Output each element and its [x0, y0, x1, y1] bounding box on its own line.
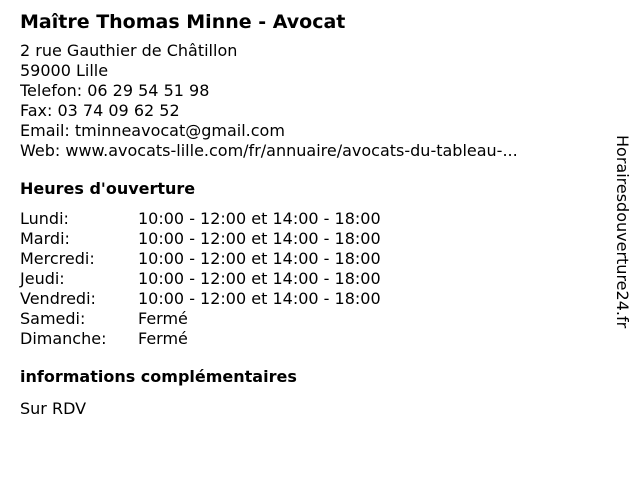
hours-value: 10:00 - 12:00 et 14:00 - 18:00	[138, 229, 381, 248]
hours-table	[20, 209, 595, 349]
street-address: 2 rue Gauthier de Châtillon	[20, 41, 238, 60]
info-heading: informations complémentaires	[20, 367, 297, 386]
hours-row-wednesday	[20, 249, 595, 269]
hours-value: 10:00 - 12:00 et 14:00 - 18:00	[138, 249, 381, 268]
hours-row-tuesday	[20, 229, 595, 249]
hours-day: Vendredi:	[20, 289, 96, 308]
business-card	[20, 10, 595, 419]
hours-value: 10:00 - 12:00 et 14:00 - 18:00	[138, 209, 381, 228]
hours-day: Jeudi:	[20, 269, 65, 288]
page-title: Maître Thomas Minne - Avocat	[20, 11, 346, 33]
hours-value: 10:00 - 12:00 et 14:00 - 18:00	[138, 269, 381, 288]
hours-day: Lundi:	[20, 209, 69, 228]
contact-block	[20, 41, 595, 161]
phone-number[interactable]: Telefon: 06 29 54 51 98	[20, 81, 210, 100]
fax-number: Fax: 03 74 09 62 52	[20, 101, 180, 120]
hours-heading: Heures d'ouverture	[20, 179, 196, 198]
site-watermark: Horairesdouverture24.fr	[613, 135, 632, 329]
hours-value: Fermé	[138, 329, 188, 348]
website-link[interactable]: Web: www.avocats-lille.com/fr/annuaire/avocats-du-tableau-...	[20, 141, 518, 160]
email-address[interactable]: Email: tminneavocat@gmail.com	[20, 121, 285, 140]
city-postcode: 59000 Lille	[20, 61, 109, 80]
hours-row-monday	[20, 209, 595, 229]
hours-day: Dimanche:	[20, 329, 107, 348]
hours-day: Mardi:	[20, 229, 70, 248]
hours-row-friday	[20, 289, 595, 309]
hours-day: Mercredi:	[20, 249, 95, 268]
hours-value: 10:00 - 12:00 et 14:00 - 18:00	[138, 289, 381, 308]
hours-row-thursday	[20, 269, 595, 289]
hours-value: Fermé	[138, 309, 188, 328]
info-text: Sur RDV	[20, 399, 87, 418]
hours-day: Samedi:	[20, 309, 86, 328]
hours-row-saturday	[20, 309, 595, 329]
hours-row-sunday	[20, 329, 595, 349]
